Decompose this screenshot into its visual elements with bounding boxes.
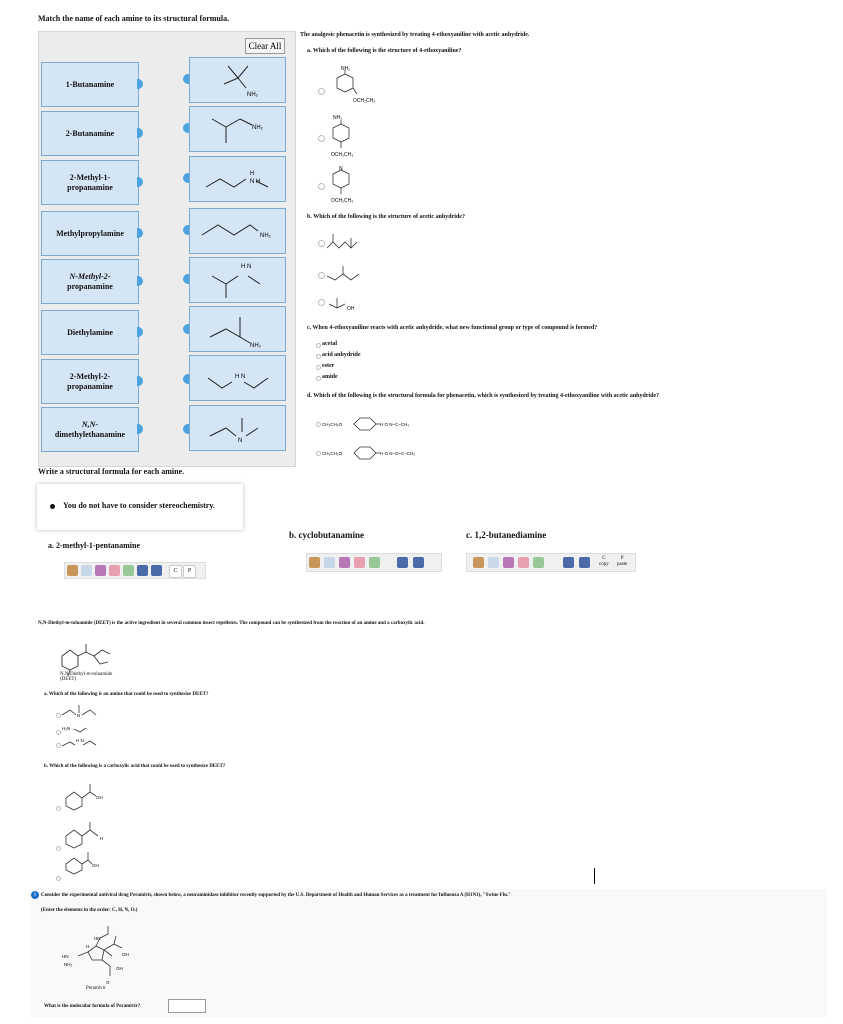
hn-label-2: HN [62, 954, 69, 959]
nh-label: H [250, 171, 255, 177]
option-radio[interactable] [316, 422, 321, 427]
phenacetin-option-2 [322, 441, 442, 463]
copy-button[interactable]: C [169, 565, 182, 578]
bullet-icon [50, 504, 55, 509]
option-radio[interactable] [56, 876, 61, 881]
skeletal-structure [190, 406, 285, 450]
name-card-label: dimethylethanamine [54, 429, 126, 439]
amide-label: H O N–C–CH₃ [380, 422, 410, 427]
info-icon[interactable]: i [31, 891, 39, 899]
oh-label: OH [116, 966, 123, 971]
o-label: O [106, 980, 110, 985]
text-cursor [594, 868, 595, 884]
structure-card-sec-butylamine[interactable] [189, 306, 286, 352]
peramivir-question: What is the molecular formula of Peramivir? [44, 1004, 141, 1009]
ethoxyaniline-option-2 [325, 112, 385, 160]
nh2-label: NH₂ [252, 125, 263, 131]
hand-icon[interactable] [473, 557, 484, 568]
option-acetal[interactable]: acetal [322, 341, 337, 347]
och2ch3-label: OCH₂CH₃ [353, 98, 376, 104]
name-card-label: 2-Methyl-2- [69, 371, 111, 381]
option-ester[interactable]: ester [322, 363, 335, 369]
h-label: H [86, 944, 90, 949]
lasso-icon[interactable] [123, 565, 134, 576]
hand-icon[interactable] [67, 565, 78, 576]
skeletal-structure [190, 258, 285, 302]
pencil-icon[interactable] [95, 565, 106, 576]
name-card-diethylamine[interactable] [41, 310, 139, 355]
clear-all-button[interactable]: Clear All [245, 38, 285, 54]
option-radio[interactable] [318, 240, 325, 247]
structure-card-n-methyl-2-propanamine[interactable] [189, 257, 286, 303]
name-card-methylpropylamine[interactable] [41, 211, 139, 256]
ch3ch2o-label: CH₃CH₂O [322, 451, 343, 456]
eraser-icon[interactable] [109, 565, 120, 576]
name-card-nn-dimethylethanamine[interactable] [41, 407, 139, 452]
zoom-out-icon[interactable] [579, 557, 590, 568]
nh2-label: NH₂ [333, 115, 343, 121]
lasso-icon[interactable] [369, 557, 380, 568]
pencil-icon[interactable] [339, 557, 350, 568]
nh-label: H N [235, 374, 246, 380]
part-b-label: b. cyclobutanamine [289, 530, 365, 540]
peramivir-intro: Consider the experimental antiviral drug Peramivir, shown below, a neuraminidase inhibitor recently supported by the U.S. Department of Health and Human Services as a treatment for Influenza A (H1N1), "Swine Flu." [41, 893, 511, 898]
drawing-toolbar-b [306, 553, 442, 572]
name-card-label: 1-Butanamine [65, 79, 115, 89]
structure-card-nn-dimethylethanamine[interactable] [189, 405, 286, 451]
skeletal-structure [190, 58, 285, 102]
option-radio[interactable] [318, 272, 325, 279]
option-radio[interactable] [318, 88, 325, 95]
n-label: N [238, 438, 243, 444]
skeletal-structure [190, 356, 285, 400]
drawing-toolbar-c [466, 553, 636, 572]
molecular-formula-input[interactable] [168, 999, 206, 1013]
h2n-label: H₂N [62, 726, 71, 731]
option-radio[interactable] [56, 806, 61, 811]
trash-icon[interactable] [488, 557, 499, 568]
ethoxyaniline-option-3 [325, 162, 385, 208]
skeletal-structure [190, 307, 285, 351]
option-radio[interactable] [56, 846, 61, 851]
nh2-label: NH₂ [250, 343, 261, 349]
option-radio[interactable] [318, 299, 325, 306]
part-c-label: c. 1,2-butanediamine [466, 530, 547, 540]
lasso-icon[interactable] [533, 557, 544, 568]
name-card-label: Methylpropylamine [56, 228, 124, 238]
deet-intro: N,N-Diethyl-m-toluamide (DEET) is the active ingredient in several common insect repellents. The compound can be synthesized from the reaction of an amine and a carboxylic acid. [38, 621, 425, 626]
nh2-label: NH₂ [260, 233, 271, 239]
oh-label: OH [92, 863, 99, 868]
structure-card-tert-butyl-amine[interactable] [189, 57, 286, 103]
eraser-icon[interactable] [354, 557, 365, 568]
amine-option-1 [60, 703, 100, 719]
skeletal-structure [190, 209, 285, 253]
name-card-label: propanamine [67, 381, 113, 391]
name-card-2-butanamine[interactable] [41, 111, 139, 156]
amine-option-3 [60, 734, 100, 750]
option-radio[interactable] [316, 343, 321, 348]
zoom-out-icon[interactable] [413, 557, 424, 568]
name-card-label: 2-Butanamine [65, 128, 115, 138]
option-radio[interactable] [318, 135, 325, 142]
phenacetin-qb: b. Which of the following is the structure of acetic anhydride? [307, 214, 465, 220]
n-label: N [339, 166, 343, 172]
structure-card-isobutyl-amine[interactable] [189, 106, 286, 152]
structure-card-methylpropylamine[interactable] [189, 156, 286, 202]
deet-qb: b. Which of the following is a carboxylic acid that could be used to synthesize DEET? [44, 764, 226, 769]
paste-button[interactable]: P paste [617, 556, 628, 567]
oh-label: OH [96, 795, 103, 800]
match-instruction: Match the name of each amine to its structural formula. [38, 14, 230, 23]
note-box [37, 484, 243, 530]
option-radio[interactable] [318, 183, 325, 190]
skeletal-structure [190, 157, 285, 201]
option-acid-anhydride[interactable]: acid anhydride [322, 352, 361, 358]
name-card-label: propanamine [67, 281, 113, 291]
option-radio[interactable] [316, 451, 321, 456]
anhydride-option-3 [325, 290, 365, 316]
och2ch3-label: OCH₂CH₃ [331, 152, 354, 158]
acid-option-2 [62, 816, 112, 852]
ester-amide-label: H O N–O–C–CH₃ [380, 451, 416, 456]
phenacetin-option-1 [322, 412, 432, 434]
peramivir-name: Peramivir [86, 986, 106, 991]
option-radio[interactable] [316, 365, 321, 370]
skeletal-structure [190, 107, 285, 151]
phenacetin-qd: d. Which of the following is the structural formula for phenacetin, which is synthesized by treating 4-ethoxyaniline with acetic anhydride? [307, 393, 660, 399]
part-a-label: a. 2-methyl-1-pentanamine [48, 541, 140, 550]
write-title: Write a structural formula for each amine. [38, 467, 185, 476]
nh2-label: NH₂ [341, 66, 351, 72]
hand-icon[interactable] [309, 557, 320, 568]
name-card-1-butanamine[interactable] [41, 62, 139, 107]
eraser-icon[interactable] [518, 557, 529, 568]
name-card-label: 2-Methyl-1- [69, 172, 111, 182]
phenacetin-intro: The analgesic phenacetin is synthesized by treating 4-ethoxyaniline with acetic anhydride. [300, 32, 530, 38]
note-text: You do not have to consider stereochemistry. [63, 501, 215, 510]
trash-icon[interactable] [324, 557, 335, 568]
deet-caption: N,N-Diethyl-m-toluamide (DEET) [60, 672, 113, 682]
structure-card-diethylamine[interactable] [189, 355, 286, 401]
h-label: H [100, 836, 104, 841]
paste-label: paste [617, 562, 628, 567]
ethoxyaniline-option-1 [325, 64, 385, 109]
amine-option-2 [60, 721, 100, 735]
option-amide[interactable]: amide [322, 374, 338, 380]
paste-button[interactable]: P [183, 565, 196, 578]
option-radio[interactable] [316, 376, 321, 381]
oh-label-2: OH [122, 952, 129, 957]
oh-label: OH [347, 306, 355, 312]
drawing-toolbar-a [64, 562, 206, 579]
name-card-2-methyl-2-propanamine[interactable] [41, 359, 139, 404]
zoom-in-icon[interactable] [397, 557, 408, 568]
acid-option-1 [62, 778, 112, 814]
name-card-label: N-Methyl-2- [69, 271, 111, 281]
nh-label: H N [76, 738, 84, 743]
hn-label: HN [94, 936, 101, 941]
name-card-2-methyl-1-propanamine[interactable] [41, 160, 139, 205]
name-card-label: N,N- [81, 419, 99, 429]
nh2-label: NH₂ [247, 92, 258, 98]
n-label: N H [250, 179, 261, 185]
phenacetin-qc: c. When 4-ethoxyaniline reacts with acetic anhydride, what new functional group or type of compound is formed? [307, 325, 598, 331]
copy-button[interactable]: C copy [599, 556, 609, 567]
option-radio[interactable] [316, 354, 321, 359]
name-card-n-methyl-2-propanamine[interactable] [41, 259, 139, 304]
copy-label: copy [599, 562, 609, 567]
pencil-icon[interactable] [503, 557, 514, 568]
zoom-out-icon[interactable] [151, 565, 162, 576]
acid-option-3 [62, 850, 112, 876]
name-card-label: Diethylamine [67, 327, 113, 337]
phenacetin-qa: a. Which of the following is the structure of 4-ethoxyaniline? [307, 48, 462, 54]
nh2-label: NH₂ [64, 962, 73, 967]
zoom-in-icon[interactable] [563, 557, 574, 568]
n-label: N [77, 713, 81, 718]
anhydride-option-1 [325, 228, 365, 254]
structure-card-butylamine[interactable] [189, 208, 286, 254]
nh-label: H N [241, 264, 252, 270]
zoom-in-icon[interactable] [137, 565, 148, 576]
ch3ch2o-label: CH₃CH₂O [322, 422, 343, 427]
peramivir-hint: (Enter the elements in the order: C, H, N, O.) [41, 908, 138, 913]
peramivir-structure [60, 918, 150, 988]
name-card-label: propanamine [67, 182, 113, 192]
deet-qa: a. Which of the following is an amine that could be used to synthesize DEET? [44, 692, 209, 697]
trash-icon[interactable] [81, 565, 92, 576]
anhydride-option-2 [325, 260, 365, 286]
och2ch3-label: OCH₂CH₃ [331, 198, 354, 204]
